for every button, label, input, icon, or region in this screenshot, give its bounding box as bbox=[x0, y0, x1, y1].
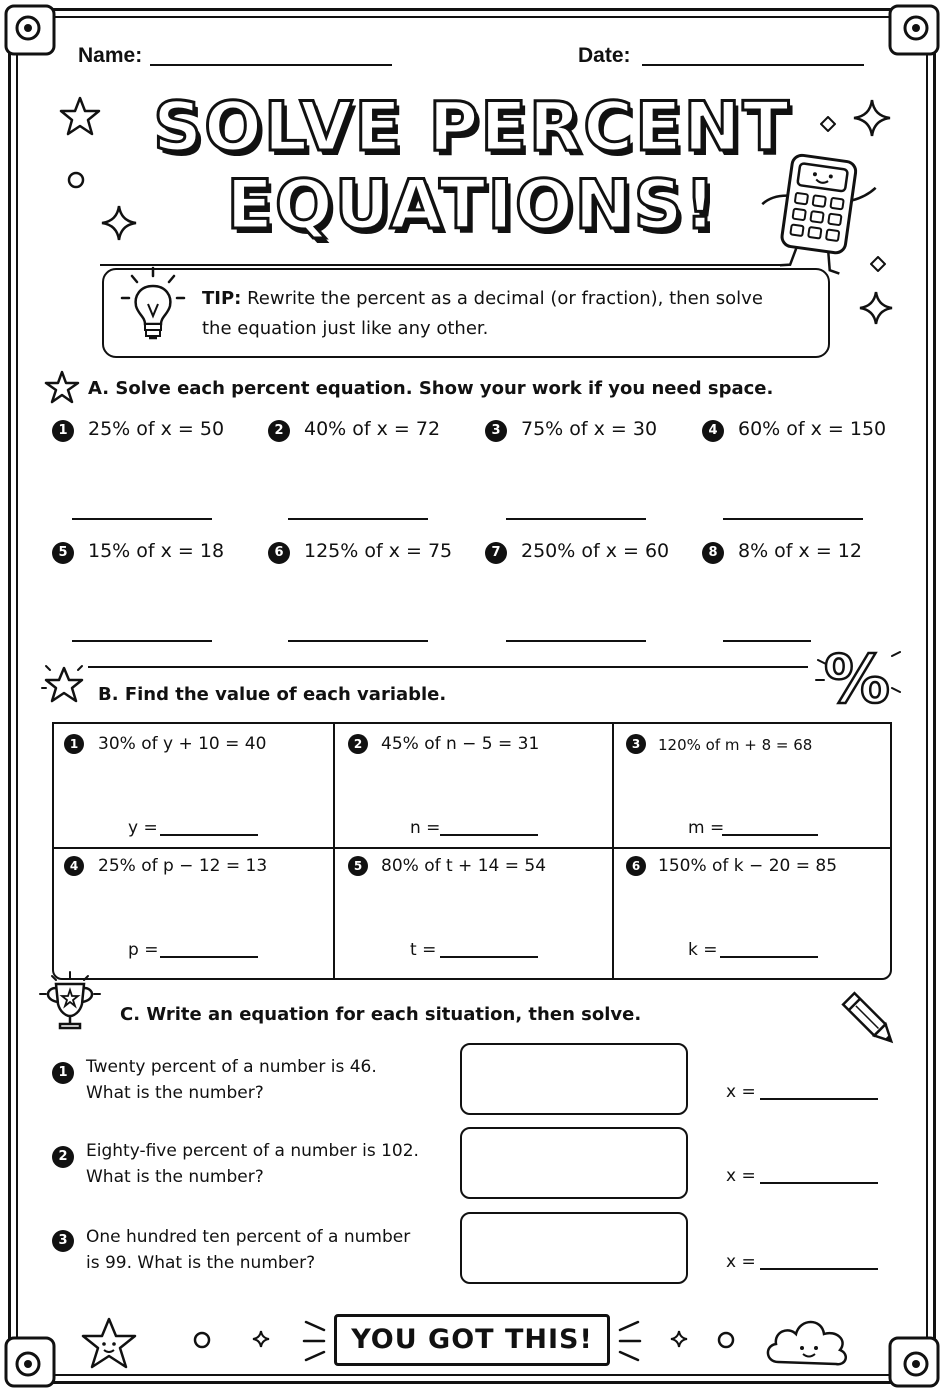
answer-line[interactable] bbox=[440, 956, 538, 958]
problem-number: 4 bbox=[64, 856, 84, 876]
problem-number: 1 bbox=[64, 734, 84, 754]
answer-line[interactable] bbox=[72, 518, 212, 520]
answer-label: n = bbox=[410, 818, 441, 838]
answer-label: x = bbox=[726, 1166, 756, 1186]
word-problem-line1: Twenty percent of a number is 46. bbox=[86, 1057, 377, 1077]
equation-box[interactable] bbox=[460, 1127, 688, 1199]
tip-box-top-line bbox=[100, 264, 780, 268]
problem-number: 3 bbox=[52, 1230, 74, 1252]
corner-ornament-icon bbox=[4, 4, 56, 56]
star-icon bbox=[56, 94, 104, 140]
tip-text bbox=[202, 284, 802, 344]
problem-equation: 25% of p − 12 = 13 bbox=[98, 856, 268, 876]
answer-line[interactable] bbox=[506, 518, 646, 520]
answer-label: t = bbox=[410, 940, 437, 960]
circle-icon bbox=[716, 1330, 736, 1350]
star-icon bbox=[38, 660, 90, 710]
burst-lines-icon bbox=[300, 1314, 330, 1368]
problem-equation: 45% of n − 5 = 31 bbox=[381, 734, 540, 754]
word-problem-line1: Eighty-five percent of a number is 102. bbox=[86, 1141, 419, 1161]
corner-ornament-icon bbox=[888, 4, 940, 56]
section-c-heading: C. Write an equation for each situation, then solve. bbox=[120, 1004, 642, 1025]
problem-number: 2 bbox=[268, 420, 290, 442]
percent-symbol-icon bbox=[812, 640, 902, 716]
problem-equation: 120% of m + 8 = 68 bbox=[658, 736, 813, 754]
problem-equation: 125% of x = 75 bbox=[304, 540, 453, 562]
trophy-icon bbox=[34, 970, 106, 1042]
problem-number: 2 bbox=[52, 1146, 74, 1168]
problem-number: 6 bbox=[626, 856, 646, 876]
tip-line1: Rewrite the percent as a decimal (or fraction), then solve bbox=[247, 288, 763, 309]
word-problem bbox=[86, 1054, 446, 1106]
section-b-heading: B. Find the value of each variable. bbox=[98, 684, 447, 705]
problem-number: 7 bbox=[485, 542, 507, 564]
answer-label: x = bbox=[726, 1082, 756, 1102]
answer-line[interactable] bbox=[723, 518, 863, 520]
answer-line[interactable] bbox=[720, 956, 818, 958]
equation-box[interactable] bbox=[460, 1043, 688, 1115]
problem-number: 5 bbox=[348, 856, 368, 876]
calculator-mascot-icon bbox=[752, 150, 888, 280]
equation-box[interactable] bbox=[460, 1212, 688, 1284]
problem-number: 1 bbox=[52, 420, 74, 442]
problem-equation: 150% of k − 20 = 85 bbox=[658, 856, 838, 876]
page-title-line2: EQUATIONS! bbox=[226, 166, 718, 245]
burst-lines-icon bbox=[614, 1314, 644, 1368]
problem-equation: 75% of x = 30 bbox=[521, 418, 658, 440]
corner-ornament-icon bbox=[4, 1336, 56, 1388]
problem-equation: 25% of x = 50 bbox=[88, 418, 225, 440]
answer-label: k = bbox=[688, 940, 718, 960]
date-label: Date: bbox=[578, 44, 631, 67]
corner-ornament-icon bbox=[888, 1336, 940, 1388]
tip-line2: the equation just like any other. bbox=[202, 318, 489, 339]
problem-number: 3 bbox=[626, 734, 646, 754]
problem-equation: 60% of x = 150 bbox=[738, 418, 887, 440]
word-problem-line2: is 99. What is the number? bbox=[86, 1253, 316, 1273]
word-problem-line2: What is the number? bbox=[86, 1083, 264, 1103]
problem-equation: 8% of x = 12 bbox=[738, 540, 862, 562]
circle-icon bbox=[66, 170, 86, 190]
date-field[interactable] bbox=[642, 64, 864, 66]
answer-label: p = bbox=[128, 940, 159, 960]
problem-equation: 15% of x = 18 bbox=[88, 540, 225, 562]
problem-equation: 80% of t + 14 = 54 bbox=[381, 856, 547, 876]
sparkle-icon bbox=[252, 1330, 270, 1348]
name-field[interactable] bbox=[150, 64, 392, 66]
answer-line[interactable] bbox=[506, 640, 646, 642]
problem-number: 2 bbox=[348, 734, 368, 754]
word-problem-line2: What is the number? bbox=[86, 1167, 264, 1187]
problem-number: 6 bbox=[268, 542, 290, 564]
answer-line[interactable] bbox=[722, 834, 818, 836]
tip-label: TIP: bbox=[202, 288, 242, 309]
percent-symbol-text: % bbox=[823, 641, 891, 716]
section-b-grid bbox=[52, 722, 892, 980]
name-label: Name: bbox=[78, 44, 143, 67]
problem-number: 8 bbox=[702, 542, 724, 564]
section-a-heading: A. Solve each percent equation. Show your work if you need space. bbox=[88, 378, 774, 399]
star-icon bbox=[44, 370, 80, 404]
answer-line[interactable] bbox=[72, 640, 212, 642]
pencil-icon bbox=[838, 988, 902, 1052]
problem-equation: 250% of x = 60 bbox=[521, 540, 670, 562]
lightbulb-icon bbox=[118, 264, 188, 346]
problem-number: 1 bbox=[52, 1062, 74, 1084]
circle-icon bbox=[192, 1330, 212, 1350]
answer-line[interactable] bbox=[288, 640, 428, 642]
grid-divider bbox=[52, 847, 892, 849]
problem-number: 3 bbox=[485, 420, 507, 442]
section-divider bbox=[88, 666, 808, 668]
sparkle-icon bbox=[852, 98, 892, 138]
problem-equation: 30% of y + 10 = 40 bbox=[98, 734, 267, 754]
answer-line[interactable] bbox=[760, 1268, 878, 1270]
answer-label: y = bbox=[128, 818, 158, 838]
answer-label: x = bbox=[726, 1252, 756, 1272]
answer-line[interactable] bbox=[160, 956, 258, 958]
problem-number: 5 bbox=[52, 542, 74, 564]
problem-number: 4 bbox=[702, 420, 724, 442]
page-title-line1: SOLVE PERCENT bbox=[153, 88, 791, 167]
answer-label: m = bbox=[688, 818, 725, 838]
smiling-star-icon bbox=[78, 1316, 140, 1374]
grid-divider bbox=[333, 722, 335, 980]
answer-line[interactable] bbox=[760, 1182, 878, 1184]
word-problem-line1: One hundred ten percent of a number bbox=[86, 1227, 411, 1247]
sparkle-icon bbox=[670, 1330, 688, 1348]
word-problem bbox=[86, 1138, 446, 1190]
answer-line[interactable] bbox=[760, 1098, 878, 1100]
problem-equation: 40% of x = 72 bbox=[304, 418, 441, 440]
sparkle-icon bbox=[858, 290, 894, 326]
answer-line[interactable] bbox=[288, 518, 428, 520]
sparkle-icon bbox=[100, 204, 138, 242]
answer-line[interactable] bbox=[723, 640, 811, 642]
answer-line[interactable] bbox=[160, 834, 258, 836]
word-problem bbox=[86, 1224, 446, 1276]
diamond-icon bbox=[820, 116, 836, 132]
encouragement-banner: YOU GOT THIS! bbox=[334, 1314, 610, 1366]
grid-divider bbox=[612, 722, 614, 980]
smiling-cloud-icon bbox=[762, 1306, 854, 1372]
answer-line[interactable] bbox=[440, 834, 538, 836]
